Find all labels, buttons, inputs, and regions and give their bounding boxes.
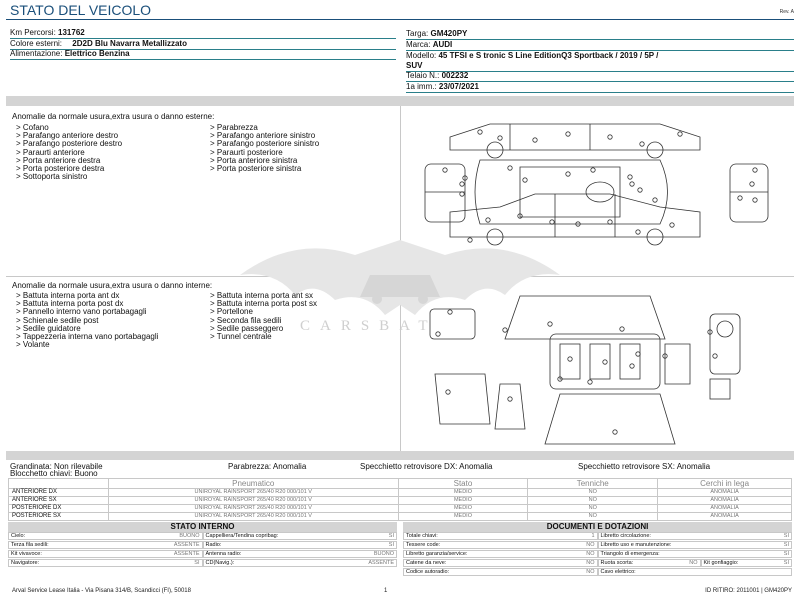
km-row: Km Percorsi: 131762: [10, 28, 396, 39]
cell-label: Ruota scorta:: [600, 560, 634, 566]
interior-anomaly-item: > Portellone: [210, 307, 253, 317]
document-cell: [403, 541, 598, 549]
km-value: 131762: [58, 28, 85, 37]
exterior-anomaly-item: > Porta anteriore sinistra: [210, 155, 298, 165]
table-row: [9, 505, 792, 513]
cell-label: Kit gonfiaggio:: [703, 560, 739, 566]
interior-anomaly-item: > Seconda fila sedili: [210, 315, 282, 325]
interior-anomaly-item: > Sedile passeggero: [210, 323, 284, 333]
registration-row: 1a imm.: 23/07/2021: [406, 82, 794, 93]
tyre-pos-cell: POSTERIORE SX: [9, 513, 109, 521]
tyre-tyre-cell: UNIROYAL RAINSPORT 265/40 R20 000/101 V: [108, 513, 398, 521]
brand-row: Marca: AUDI: [406, 40, 794, 51]
cell-value: ASSENTE: [173, 542, 200, 548]
cell-value: ASSENTE: [368, 560, 394, 566]
cell-value: 1: [591, 533, 595, 539]
tyres-table-header: Pneumatico Stato Tenniche Cerchi in lega: [9, 479, 792, 489]
cell-label: Libretto uso e manutenzione:: [600, 542, 672, 548]
tyre-tech-cell: NO: [528, 505, 658, 513]
cell-label: Cielo:: [11, 533, 26, 539]
tyre-rims-cell: ANOMALIA: [658, 497, 792, 505]
tyre-rims-cell: ANOMALIA: [658, 513, 792, 521]
cell-label: Triangolo di emergenza:: [600, 551, 660, 557]
interior-anomaly-item: > Battuta interna porta ant sx: [210, 291, 313, 300]
exterior-anomaly-item: > Paraurti posteriore: [210, 147, 283, 157]
exterior-anomaly-item: > Porta posteriore sinistra: [210, 164, 302, 174]
footer-id: ID RITIRO: 2011001 | GM420PY: [705, 588, 792, 594]
cell-value: SI: [388, 542, 394, 548]
cell-label: Cavo elettrico:: [600, 569, 636, 575]
cell-label: CD(Navig.):: [205, 560, 235, 566]
tyre-tech-cell: NO: [528, 497, 658, 505]
cell-value: SI: [783, 560, 789, 566]
cell-label: Cappelliera/Tendina copribag:: [205, 533, 279, 539]
document-cell: [403, 532, 598, 540]
interior-damage-diagram: [410, 284, 790, 449]
internal-state-cell: [8, 550, 203, 558]
document-cell: [403, 568, 598, 576]
mirror-dx-status: Specchietto retrovisore DX: Anomalia: [360, 462, 493, 471]
cell-label: Kit vivavoce:: [11, 551, 42, 557]
exterior-anomaly-item: > Cofano: [16, 123, 49, 132]
cell-value: NO: [586, 551, 595, 557]
tyre-rims-cell: ANOMALIA: [658, 505, 792, 513]
exterior-anomaly-item: > Parafango posteriore destro: [16, 139, 123, 149]
exterior-anomaly-item: > Parafango anteriore sinistro: [210, 131, 316, 141]
plate-value: GM420PY: [430, 29, 468, 38]
table-row: [9, 489, 792, 497]
tyre-tyre-cell: UNIROYAL RAINSPORT 265/40 R20 000/101 V: [108, 505, 398, 513]
model-value: 45 TFSI e S tronic S Line EditionQ3 Sportback / 2019 / 5P /: [438, 51, 659, 60]
exterior-anomaly-item: > Porta anteriore destra: [16, 155, 101, 165]
watermark-text: CARSBAT: [300, 318, 438, 334]
cell-label: Terza fila sedili:: [11, 542, 49, 548]
document-cell: [598, 568, 793, 576]
fuel-row: Alimentazione: Elettrico Benzina: [10, 49, 396, 60]
exterior-heading: Anomalie da normale usura,extra usura o danno esterne:: [12, 112, 215, 121]
internal-state-cell: [203, 532, 398, 540]
exterior-list-right: [210, 124, 319, 173]
cell-label: Libretto circolazione:: [600, 533, 651, 539]
mirror-sx-status: Specchietto retrovisore SX: Anomalia: [578, 462, 711, 471]
cell-value: SI: [783, 533, 789, 539]
interior-anomaly-item: > Volante: [16, 340, 50, 350]
cell-value: SI: [194, 560, 200, 566]
document-cell: [403, 550, 598, 558]
cell-label: Antenna radio:: [205, 551, 242, 557]
internal-state-cell: [8, 541, 203, 549]
fuel-value: Elettrico Benzina: [64, 49, 130, 58]
tyre-pos-cell: ANTERIORE SX: [9, 497, 109, 505]
internal-state-grid: [8, 532, 397, 568]
interior-anomaly-item: > Schienale sedile post: [16, 315, 99, 325]
section-bar: [6, 96, 794, 106]
key-block-status: Blocchetto chiavi: Buono: [10, 469, 98, 478]
interior-list-right: [210, 292, 317, 341]
internal-state-cell: [203, 559, 398, 567]
exterior-anomaly-item: > Parabrezza: [210, 123, 258, 132]
interior-anomaly-item: > Sedile guidatore: [16, 323, 81, 333]
cell-value: SI: [783, 542, 789, 548]
internal-state-cell: [203, 541, 398, 549]
cell-label: Radio:: [205, 542, 222, 548]
chassis-value: 002232: [441, 71, 469, 80]
cell-value: NO: [586, 560, 595, 566]
document-cell: [598, 550, 793, 558]
tyre-tech-cell: NO: [528, 489, 658, 497]
cell-value: BUONO: [373, 551, 394, 557]
cell-value: NO: [586, 542, 595, 548]
tyre-tyre-cell: UNIROYAL RAINSPORT 265/40 R20 000/101 V: [108, 489, 398, 497]
model-value-2: SUV: [406, 61, 423, 70]
exterior-list-left: [16, 124, 122, 181]
interior-list-left: [16, 292, 176, 349]
internal-state-cell: [203, 550, 398, 558]
documents-title: DOCUMENTI E DOTAZIONI: [403, 522, 792, 532]
exterior-anomaly-item: > Paraurti anteriore: [16, 147, 85, 157]
cell-label: Totale chiavi:: [406, 533, 438, 539]
cell-value: NO: [586, 569, 595, 575]
table-row: [9, 513, 792, 521]
tyre-rims-cell: ANOMALIA: [658, 489, 792, 497]
tyre-pos-cell: ANTERIORE DX: [9, 489, 109, 497]
cell-value: SI: [783, 551, 789, 557]
interior-anomaly-item: > Battuta interna porta ant dx: [16, 291, 120, 300]
cell-value: SI: [388, 533, 394, 539]
tyre-tyre-cell: UNIROYAL RAINSPORT 265/40 R20 000/101 V: [108, 497, 398, 505]
exterior-anomaly-item: > Parafango anteriore destro: [16, 131, 119, 141]
document-cell: [403, 559, 598, 567]
cell-label: Libretto garanzia/service:: [406, 551, 468, 557]
tyre-state-cell: MEDIO: [398, 497, 528, 505]
exterior-damage-diagram: [410, 112, 790, 272]
cell-label: Catene da neve:: [406, 560, 447, 566]
section-bar-bottom: [6, 451, 794, 460]
registration-value: 23/07/2021: [438, 82, 479, 91]
tyre-state-cell: MEDIO: [398, 505, 528, 513]
color-value: 2D2D Blu Navarra Metallizzato: [72, 39, 187, 48]
plate-row: Targa: GM420PY: [406, 29, 794, 40]
document-cell: [701, 559, 793, 567]
internal-state-title: STATO INTERNO: [8, 522, 397, 532]
exterior-anomaly-item: > Sottoporta sinistro: [16, 172, 88, 182]
color-row: Colore esterni: 2D2D Blu Navarra Metallizzato: [10, 39, 396, 50]
windshield-status: Parabrezza: Anomalia: [228, 462, 307, 471]
page-title: STATO DEL VEICOLO: [10, 2, 152, 18]
tyre-pos-cell: POSTERIORE DX: [9, 505, 109, 513]
chassis-row: Telaio N.: 002232: [406, 71, 794, 82]
interior-anomaly-item: > Tappezzeria interna vano portabagagli: [16, 332, 159, 342]
revision-label: Rev. A: [779, 9, 794, 15]
cell-value: ASSENTE: [173, 551, 200, 557]
footer-company: Arval Service Lease Italia - Via Pisana 314/B, Scandicci (FI), 50018: [12, 588, 191, 594]
header-divider: [6, 19, 794, 20]
hail-status: Grandinata: Non rilevabile: [10, 462, 103, 471]
brand-value: AUDI: [432, 40, 453, 49]
cell-label: Tessere code:: [406, 542, 441, 548]
internal-state-cell: [8, 532, 203, 540]
cell-label: Codice autoradio:: [406, 569, 450, 575]
interior-heading: Anomalie da normale usura,extra usura o danno interne:: [12, 281, 213, 290]
cell-value: NO: [689, 560, 698, 566]
interior-anomaly-item: > Tunnel centrale: [210, 332, 272, 342]
table-row: [9, 497, 792, 505]
model-row: Modello: 45 TFSI e S tronic S Line EditionQ3 Sportback / 2019 / 5P /: [406, 51, 659, 60]
tyres-table: [8, 478, 792, 521]
exterior-anomaly-item: > Porta posteriore destra: [16, 164, 105, 174]
document-cell: [598, 541, 793, 549]
document-cell: [598, 559, 701, 567]
documents-grid: [403, 532, 792, 577]
cell-value: BUONO: [179, 533, 200, 539]
tyre-state-cell: MEDIO: [398, 513, 528, 521]
exterior-anomaly-item: > Parafango posteriore sinistro: [210, 139, 320, 149]
tyre-tech-cell: NO: [528, 513, 658, 521]
internal-state-cell: [8, 559, 203, 567]
footer-page-number: 1: [384, 588, 388, 594]
cell-label: Navigatore:: [11, 560, 40, 566]
interior-anomaly-item: > Pannello interno vano portabagagli: [16, 307, 147, 317]
document-cell: [598, 532, 793, 540]
interior-anomaly-item: > Battuta interna porta post sx: [210, 299, 317, 309]
interior-anomaly-item: > Battuta interna porta post dx: [16, 299, 124, 309]
tyre-state-cell: MEDIO: [398, 489, 528, 497]
